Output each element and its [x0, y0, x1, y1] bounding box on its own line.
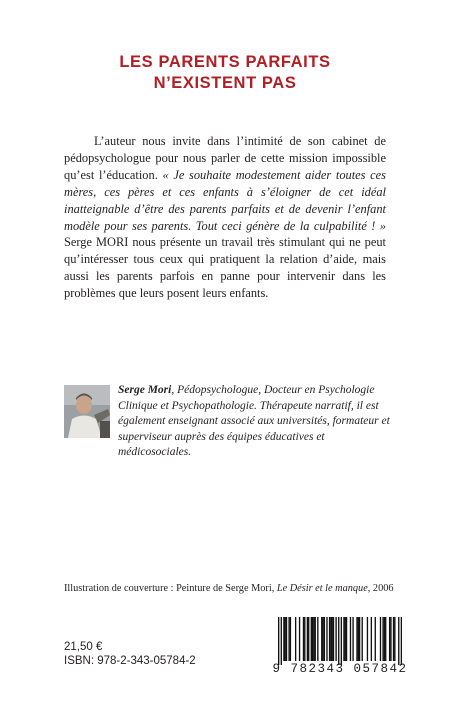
barcode-bar — [356, 617, 357, 661]
barcode-bar — [384, 617, 385, 661]
barcode-bar — [341, 617, 342, 665]
book-blurb — [64, 133, 386, 302]
barcode-bar — [290, 617, 291, 661]
credit-suffix: , 2006 — [367, 583, 394, 594]
barcode-bar — [313, 617, 314, 661]
barcode-bar — [401, 617, 402, 665]
isbn: ISBN: 978-2-343-05784-2 — [64, 655, 196, 667]
author-name: Serge Mori — [118, 384, 172, 396]
book-title-line-2: N’EXISTENT PAS — [153, 74, 297, 92]
blurb-intro: L’auteur nous invite dans l’intimité de son cabinet de pédopsychologue pour nous parler de cette mission impossible qu’est l’éducation. — [64, 134, 386, 182]
barcode-bar — [304, 617, 305, 661]
author-bio — [118, 383, 392, 461]
barcode-bar — [308, 617, 309, 661]
barcode-bar — [398, 617, 399, 665]
barcode-bar — [295, 617, 296, 661]
barcode-bar — [303, 617, 304, 661]
barcode-bar — [358, 617, 359, 661]
barcode-bar — [352, 617, 353, 661]
barcode-bar — [283, 617, 284, 661]
credit-work-title: Le Désir et le manque — [276, 583, 368, 594]
barcode-bar — [326, 617, 327, 661]
barcode-bar — [307, 617, 308, 661]
barcode-bar — [329, 617, 330, 661]
barcode-bar — [288, 617, 289, 661]
book-title-line-1: LES PARENTS PARFAITS — [119, 53, 331, 71]
barcode-bar — [367, 617, 368, 661]
barcode-bar — [315, 617, 316, 661]
barcode-bar — [278, 617, 279, 665]
barcode-bar — [330, 617, 331, 661]
barcode — [270, 615, 410, 678]
barcode-bar — [299, 617, 300, 661]
barcode-bar — [382, 617, 383, 661]
barcode-bar — [321, 617, 322, 661]
barcode-bar — [350, 617, 351, 661]
barcode-bar — [322, 617, 323, 661]
barcode-bar — [390, 617, 391, 661]
price: 21,50 € — [64, 641, 103, 653]
barcode-bar — [394, 617, 395, 661]
barcode-bar — [375, 617, 376, 661]
book-title — [0, 52, 450, 94]
barcode-bar — [312, 617, 313, 661]
barcode-bar — [286, 617, 287, 661]
barcode-digits: 9 782343 057842 — [272, 662, 408, 676]
barcode-bar — [338, 617, 339, 665]
credit-prefix: Illustration de couverture : Peinture de Serge Mori, — [64, 583, 277, 594]
barcode-bar — [311, 617, 312, 661]
barcode-bar — [345, 617, 346, 661]
barcode-bar — [335, 617, 336, 661]
barcode-bar — [285, 617, 286, 661]
barcode-bar — [346, 617, 347, 661]
cover-credit — [64, 582, 394, 595]
barcode-bar — [343, 617, 344, 661]
barcode-bar — [389, 617, 390, 661]
barcode-bar — [332, 617, 333, 661]
barcode-bar — [324, 617, 325, 661]
blurb-rest: Serge MORI nous présente un travail très stimulant qui ne peut qu’intéresser tous ceux qui pratiquent la relation d’aide, mais aussi les parents parfois en panne pour intervenir dans les problèmes que leurs posent leurs enfants. — [64, 235, 386, 301]
barcode-bar — [371, 617, 372, 661]
author-photo — [64, 385, 110, 438]
barcode-bar — [333, 617, 334, 661]
barcode-bar — [359, 617, 360, 661]
blurb-quote: « Je souhaite modestement aider toutes ces mères, ces pères et ces enfants à s’éloigner de cet idéal inatteignable d’être des parents parfaits et de devenir l’enfant modèle pour ses parents. Tout ceci génère de la culpabilité ! » — [64, 167, 387, 233]
author-section — [64, 383, 394, 483]
barcode-bar — [380, 617, 381, 661]
author-bio-text: , Pédopsychologue, Docteur en Psychologie Clinique et Psychopathologie. Thérapeute narratif, il est également enseignant associé aux universités, formateur et superviseur auprès des équipes éducatives et médicosociales. — [118, 384, 390, 459]
barcode-bar — [317, 617, 318, 661]
barcode-bar — [385, 617, 386, 661]
barcode-bar — [393, 617, 394, 661]
barcode-bar — [281, 617, 282, 665]
barcode-bar — [362, 617, 363, 661]
barcode-bars — [278, 617, 402, 665]
